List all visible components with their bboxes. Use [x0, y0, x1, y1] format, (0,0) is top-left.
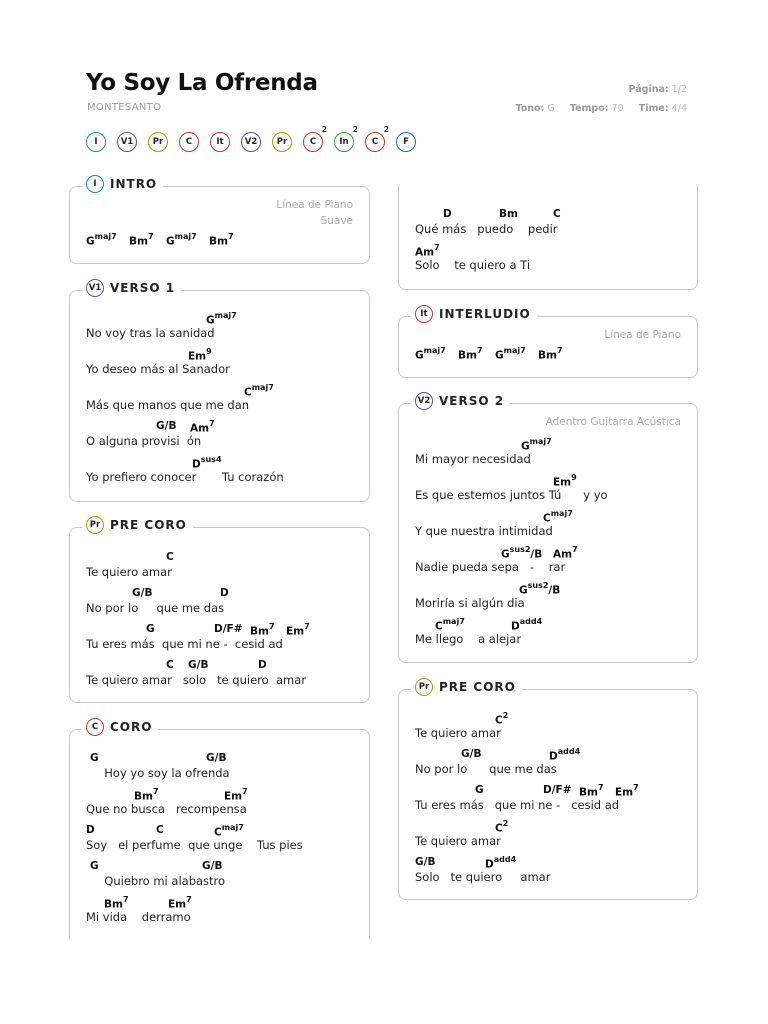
section-name: INTRO — [110, 177, 158, 191]
chord: G/B — [202, 860, 223, 872]
chord: Em$^7$ — [168, 895, 192, 911]
section-header — [411, 392, 510, 410]
repeat-count: 2 — [383, 125, 389, 134]
chord: $C^{maj7}$ — [543, 509, 573, 525]
section-header — [82, 279, 181, 297]
chord: G — [475, 784, 484, 796]
lyric-line: Y que nuestra intimidad — [415, 524, 553, 538]
lyric-line: Tu eres más que mi ne - cesid ad — [415, 798, 620, 812]
lyric-line: Más que manos que me dan — [86, 398, 250, 412]
lyric-line: Nadie pueda sepa - rar — [415, 560, 566, 574]
chord: Bm$^7$ — [134, 787, 159, 803]
section-note: Línea de Piano Suave — [276, 199, 353, 227]
chord: Em$^7$ — [224, 787, 248, 803]
lyric-line: No por lo que me das — [415, 762, 557, 776]
chord: D — [220, 587, 229, 599]
section-badge: V2 — [415, 392, 433, 410]
lyric-line: Es que estemos juntos Tú y yo — [415, 488, 608, 502]
song-meta: Tono: G Tempo: 70 Time: 4/4 — [515, 103, 687, 114]
lyric-line: Qué más puedo pedir — [415, 222, 558, 236]
chord: Bm$^7$ — [104, 895, 129, 911]
lyric-line: Te quiero amar — [415, 834, 501, 848]
chord: Em$^9$ — [553, 473, 577, 489]
chord: G/B — [156, 420, 177, 432]
chord: $C^{maj7}$ — [214, 823, 244, 839]
lyric-line: Que no busca recompensa — [86, 802, 247, 816]
chord: $C^{maj7}$ — [244, 383, 274, 399]
lyric-line: Me llego a alejar — [415, 632, 522, 646]
chord: Bm$^7$ — [458, 346, 483, 362]
chord: G/B — [461, 748, 482, 760]
chord: G/B — [206, 752, 227, 764]
section-header — [411, 305, 537, 323]
lyric-line: Soy el perfume que unge Tus pies — [86, 838, 303, 852]
chord: $G^{maj7}$ — [166, 232, 197, 248]
chord: $C^2$ — [495, 819, 509, 835]
chord: Am$^7$ — [415, 243, 440, 259]
chord: $G^{maj7}$ — [415, 346, 446, 362]
chord: D — [86, 824, 95, 836]
roadmap-item[interactable]: V2 — [241, 132, 261, 152]
chord: Bm$^7$ — [250, 622, 275, 638]
chord: G — [90, 752, 99, 764]
section-verso-1 — [69, 281, 370, 502]
lyric-line: O alguna provisi ón — [86, 434, 202, 448]
chord: G — [146, 623, 155, 635]
lyric-line: Quiebro mi alabastro — [86, 874, 226, 888]
section-badge: Pr — [415, 678, 433, 696]
repeat-count: 2 — [352, 125, 358, 134]
section-header — [82, 175, 163, 193]
chord: C — [166, 659, 174, 671]
chord: C — [553, 208, 561, 220]
chord: Em$^7$ — [286, 622, 310, 638]
chord: $G^{maj7}$ — [521, 437, 552, 453]
chord: G/B — [132, 587, 153, 599]
chord: Em$^9$ — [188, 347, 212, 363]
lyric-line: No voy tras la sanidad — [86, 326, 215, 340]
lyric-line: Mi mayor necesidad — [415, 452, 531, 466]
section-name: PRE CORO — [110, 518, 187, 532]
chord: $G^{maj7}$ — [495, 346, 526, 362]
chord: D/F# — [214, 623, 243, 635]
lyric-line: Moriría si algún dia — [415, 596, 525, 610]
artist-name: MONTESANTO — [87, 102, 162, 113]
section-interludio — [398, 307, 698, 378]
section-coro-continued — [398, 186, 698, 290]
song-title: Yo Soy La Ofrenda — [86, 70, 318, 96]
lyric-line: No por lo que me das — [86, 601, 225, 615]
section-badge: I — [86, 175, 104, 193]
roadmap-item[interactable]: It — [210, 132, 230, 152]
roadmap-item[interactable]: C 2 — [303, 132, 323, 152]
section-header — [82, 718, 158, 736]
chord: C — [166, 551, 174, 563]
section-name: VERSO 1 — [110, 281, 176, 295]
chord: $G^{maj7}$ — [206, 311, 237, 327]
roadmap-item[interactable]: V1 — [117, 132, 137, 152]
roadmap-item[interactable]: I — [86, 132, 106, 152]
chord: Am$^7$ — [553, 545, 578, 561]
chord: $G^{maj7}$ — [86, 232, 117, 248]
chord: $D^{add4}$ — [549, 747, 581, 763]
section-badge: C — [86, 718, 104, 736]
lyric-line: Te quiero amar — [415, 726, 501, 740]
repeat-count: 2 — [321, 125, 327, 134]
section-pre-coro-2 — [398, 680, 698, 900]
roadmap-item[interactable]: C — [179, 132, 199, 152]
section-badge: It — [415, 305, 433, 323]
chord: G/B — [415, 856, 436, 868]
chord: G — [90, 860, 99, 872]
section-name: CORO — [110, 720, 153, 734]
chord: D/F# — [543, 784, 572, 796]
roadmap-item[interactable]: In 2 — [334, 132, 354, 152]
chord: D — [258, 659, 267, 671]
section-note: Adentro Guitarra Acústica — [545, 416, 681, 428]
roadmap-item[interactable]: C 2 — [365, 132, 385, 152]
chord: C — [156, 824, 164, 836]
chord: Em$^7$ — [615, 783, 639, 799]
roadmap-item[interactable]: Pr — [148, 132, 168, 152]
chord: $C^{maj7}$ — [435, 617, 465, 633]
lyric-line: Mi vida derramo — [86, 910, 191, 924]
lyric-line: Solo te quiero a Ti — [415, 258, 531, 272]
chord: D — [443, 208, 452, 220]
chord: $G^{sus2}/B$ — [519, 581, 561, 597]
page-indicator: Página: 1/2 — [628, 84, 687, 95]
roadmap-item[interactable]: F — [396, 132, 416, 152]
section-badge: V1 — [86, 279, 104, 297]
roadmap-item[interactable]: Pr — [272, 132, 292, 152]
chord: Bm — [499, 208, 518, 220]
chord: Bm$^7$ — [538, 346, 563, 362]
chord: $D^{sus4}$ — [192, 455, 222, 471]
chord: $C^2$ — [495, 711, 509, 727]
lyric-line: Tu eres más que mi ne - cesid ad — [86, 637, 283, 651]
lyric-line: Hoy yo soy la ofrenda — [86, 766, 230, 780]
chord: $D^{add4}$ — [485, 855, 517, 871]
section-coro — [69, 720, 370, 939]
lyric-line: Te quiero amar — [86, 565, 172, 579]
lyric-line: Solo te quiero amar — [415, 870, 551, 884]
section-header — [411, 678, 522, 696]
section-note: Línea de Piano — [604, 329, 681, 341]
section-badge: Pr — [86, 516, 104, 534]
section-name: PRE CORO — [439, 680, 516, 694]
chord: $D^{add4}$ — [511, 617, 543, 633]
section-header — [82, 516, 193, 534]
lyric-line: Yo deseo más al Sanador — [86, 362, 230, 376]
chord: Bm$^7$ — [129, 232, 154, 248]
chord: $G^{sus2}/B$ — [501, 545, 543, 561]
section-name: INTERLUDIO — [439, 307, 531, 321]
chord: Am$^7$ — [190, 419, 215, 435]
chord: Bm$^7$ — [209, 232, 234, 248]
lyric-line: Te quiero amar solo te quiero amar — [86, 673, 306, 687]
lyric-line: Yo prefiero conocer Tu corazón — [86, 470, 284, 484]
section-intro — [69, 177, 370, 264]
chord: G/B — [188, 659, 209, 671]
section-verso-2 — [398, 394, 698, 663]
chord: Bm$^7$ — [579, 783, 604, 799]
section-pre-coro-1 — [69, 518, 370, 703]
section-name: VERSO 2 — [439, 394, 505, 408]
